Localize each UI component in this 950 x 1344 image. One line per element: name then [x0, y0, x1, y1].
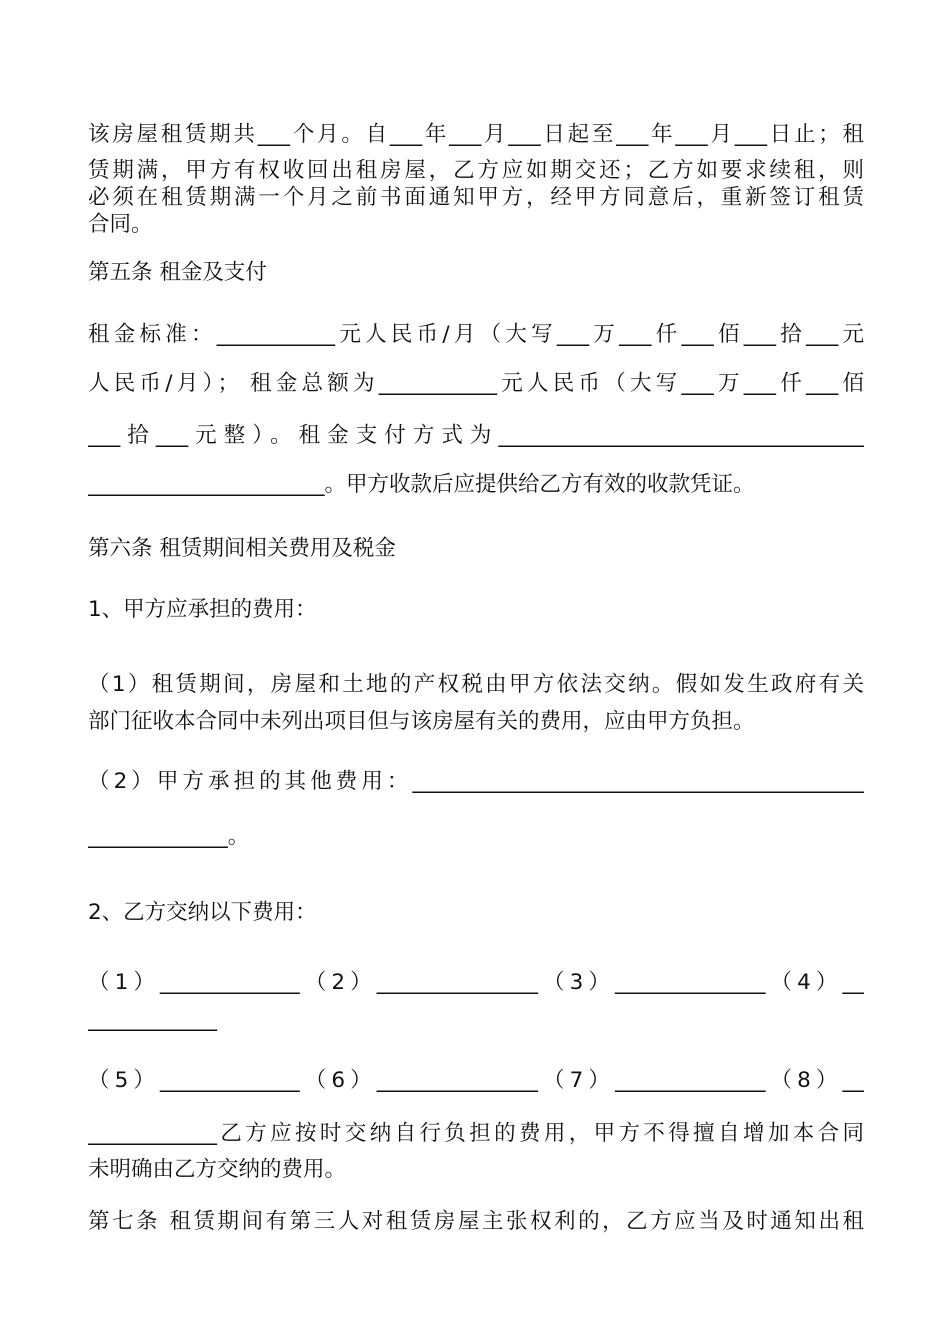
party-b-fees-line-5: 未明确由乙方交纳的费用。 — [88, 1157, 347, 1182]
rent-standard-line-1: 租金标准：___________元人民币/月（大写___万___仟___佰___拾___元 — [88, 322, 864, 347]
rent-standard-line-4: ______________________。甲方收款后应提供给乙方有效的收款凭证。 — [88, 472, 755, 497]
party-a-fee-item-2-line-1: （2）甲方承担的其他费用：__________________________________________ — [88, 769, 864, 794]
party-b-fees-line-1: （1）_____________（2）_______________（3）______________（4）__ — [88, 970, 864, 995]
party-b-fees-line-2: ____________ — [88, 1007, 217, 1032]
lease-term-line-4: 合同。 — [88, 212, 153, 237]
party-b-fees-line-4: ____________乙方应按时交纳自行负担的费用，甲方不得擅自增加本合同 — [88, 1121, 864, 1146]
party-a-fee-item-1-line-1: （1）租赁期间，房屋和土地的产权税由甲方依法交纳。假如发生政府有关 — [88, 672, 864, 697]
lease-term-line-2: 赁期满，甲方有权收回出租房屋，乙方应如期交还；乙方如要求续租，则 — [88, 158, 864, 183]
rent-standard-line-2: 人民币/月）； 租金总额为___________元人民币（大写___万___仟___佰 — [88, 371, 864, 396]
party-a-fees-heading: 1、甲方应承担的费用： — [88, 597, 317, 622]
lease-term-line-1: 该房屋租赁期共___个月。自___年___月___日起至___年___月___日止；租 — [88, 122, 864, 147]
article-5-heading: 第五条 租金及支付 — [88, 260, 267, 285]
party-b-fees-heading: 2、乙方交纳以下费用： — [88, 900, 317, 925]
party-b-fees-line-3: （5）_____________（6）_______________（7）______________（8）__ — [88, 1068, 864, 1093]
lease-term-line-3: 必须在租赁期满一个月之前书面通知甲方，经甲方同意后，重新签订租赁 — [88, 185, 864, 210]
party-a-fee-item-2-line-2: _____________。 — [88, 824, 250, 849]
party-a-fee-item-1-line-2: 部门征收本合同中未列出项目但与该房屋有关的费用，应由甲方负担。 — [88, 709, 755, 734]
article-6-heading: 第六条 租赁期间相关费用及税金 — [88, 536, 396, 561]
rent-standard-line-3: ___拾___元整）。租金支付方式为__________________________________ — [88, 423, 864, 448]
article-7-line-1: 第七条 租赁期间有第三人对租赁房屋主张权利的，乙方应当及时通知出租 — [88, 1209, 864, 1234]
